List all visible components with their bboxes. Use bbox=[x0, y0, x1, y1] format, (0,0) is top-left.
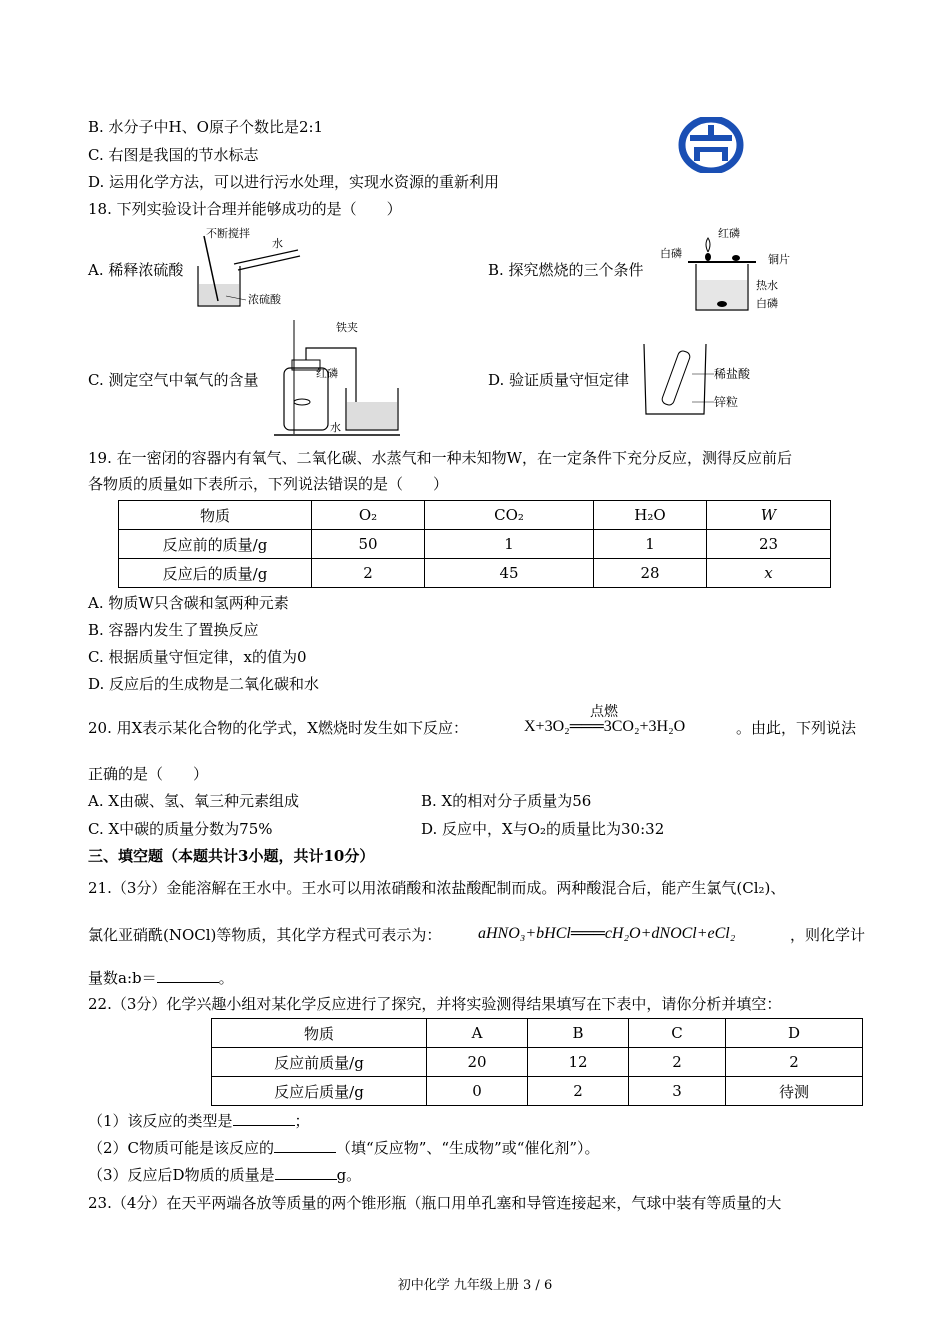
q20-option-b: B. X的相对分子质量为56 bbox=[421, 792, 592, 810]
fig-b-label-red-p: 红磷 bbox=[718, 227, 740, 240]
q22-sub2-end: （填“反应物”、“生成物”或“催化剂”）。 bbox=[336, 1139, 600, 1157]
table-cell: 反应后质量/g bbox=[212, 1077, 427, 1106]
q18-option-d: D. 验证质量守恒定律 bbox=[488, 371, 630, 389]
q22-sub1-end: ； bbox=[294, 1112, 310, 1130]
water-saving-logo bbox=[678, 117, 744, 173]
table-row bbox=[212, 1048, 863, 1077]
table-cell: 23 bbox=[707, 530, 831, 559]
q21-line2b: ，则化学计 bbox=[790, 926, 866, 944]
q22-sub3-end: g。 bbox=[336, 1166, 362, 1184]
table-cell: 12 bbox=[528, 1048, 629, 1077]
q21-line2a: 氯化亚硝酰(NOCl)等物质，其化学方程式可表示为： bbox=[88, 926, 442, 944]
fig-b-label-hot-water: 热水 bbox=[756, 279, 778, 292]
table-header: A bbox=[427, 1019, 528, 1048]
q22-sub1 bbox=[88, 1111, 310, 1131]
q20-condition: 点燃 bbox=[590, 704, 618, 720]
table-header: B bbox=[528, 1019, 629, 1048]
table-cell: 1 bbox=[594, 530, 707, 559]
table-header: C bbox=[629, 1019, 726, 1048]
q22-sub2-text: （2）C物质可能是该反应的 bbox=[88, 1139, 275, 1157]
table-header: D bbox=[726, 1019, 863, 1048]
q20-stem-end: 。由此，下列说法 bbox=[736, 719, 857, 737]
table-cell: 反应前的质量/g bbox=[119, 530, 312, 559]
q19-option-c: C. 根据质量守恒定律，x的值为0 bbox=[88, 648, 307, 666]
table-header: 物质 bbox=[212, 1019, 427, 1048]
q18-option-c: C. 测定空气中氧气的含量 bbox=[88, 371, 259, 389]
q21-line3-end: 。 bbox=[218, 969, 234, 987]
figure-mass-conservation bbox=[640, 340, 780, 420]
fig-a-label-water: 水 bbox=[272, 237, 283, 250]
fig-b-label-white-p: 白磷 bbox=[660, 247, 682, 260]
fig-c-label-clamp: 铁夹 bbox=[336, 321, 358, 334]
q22-table bbox=[211, 1018, 863, 1106]
table-cell: 28 bbox=[594, 559, 707, 588]
q20-stem-line2: 正确的是（ ） bbox=[88, 765, 209, 783]
q18-option-b: B. 探究燃烧的三个条件 bbox=[488, 261, 644, 279]
q19-table bbox=[118, 500, 831, 588]
table-cell: 3 bbox=[629, 1077, 726, 1106]
fig-c-label-red-p: 红磷 bbox=[316, 367, 338, 380]
fig-c-label-water: 水 bbox=[330, 421, 341, 434]
table-cell: 45 bbox=[425, 559, 594, 588]
fig-d-label-hcl: 稀盐酸 bbox=[714, 367, 751, 381]
table-cell: 0 bbox=[427, 1077, 528, 1106]
q21-equation: aHNO₃+bHCl═══cH₂O+dNOCl+eCl₂ bbox=[478, 925, 736, 942]
figure-combustion bbox=[656, 224, 806, 316]
q22-sub1-text: （1）该反应的类型是 bbox=[88, 1112, 233, 1130]
q20-option-a: A. X由碳、氢、氧三种元素组成 bbox=[88, 792, 300, 810]
answer-blank bbox=[157, 968, 219, 983]
section-3-title: 三、填空题（本题共计3小题，共计10分） bbox=[88, 847, 375, 865]
table-row bbox=[212, 1019, 863, 1048]
table-row bbox=[119, 530, 831, 559]
page-footer: 初中化学 九年级上册 3 / 6 bbox=[397, 1278, 553, 1293]
table-cell: 50 bbox=[312, 530, 425, 559]
figure-oxygen-content bbox=[274, 318, 404, 438]
fig-b-label-copper: 铜片 bbox=[768, 253, 790, 266]
table-cell: 2 bbox=[528, 1077, 629, 1106]
q18-option-a: A. 稀释浓硫酸 bbox=[88, 261, 184, 279]
q22-sub2 bbox=[88, 1138, 600, 1158]
answer-blank bbox=[275, 1165, 337, 1180]
figure-dilute-acid bbox=[190, 226, 310, 316]
q17-option-c: C. 右图是我国的节水标志 bbox=[88, 146, 259, 164]
q23-line1: 23.（4分）在天平两端各放等质量的两个锥形瓶（瓶口用单孔塞和导管连接起来，气球中装有等质量的大 bbox=[88, 1194, 782, 1212]
table-header: 物质 bbox=[119, 501, 312, 530]
fig-d-label-zinc: 锌粒 bbox=[714, 395, 739, 409]
fig-a-label-stir: 不断搅拌 bbox=[206, 227, 250, 240]
q20-option-d: D. 反应中，X与O₂的质量比为30:32 bbox=[421, 820, 665, 838]
q20-option-c: C. X中碳的质量分数为75% bbox=[88, 820, 273, 838]
q21-line3-text: 量数a:b＝ bbox=[88, 969, 157, 987]
table-cell: 2 bbox=[726, 1048, 863, 1077]
fig-a-label-acid: 浓硫酸 bbox=[248, 293, 281, 306]
table-cell: x bbox=[707, 559, 831, 588]
table-header: H₂O bbox=[594, 501, 707, 530]
table-cell: 反应后的质量/g bbox=[119, 559, 312, 588]
q17-option-b: B. 水分子中H、O原子个数比是2:1 bbox=[88, 118, 324, 136]
answer-blank bbox=[233, 1111, 295, 1126]
q22-sub3-text: （3）反应后D物质的质量是 bbox=[88, 1166, 275, 1184]
q19-option-a: A. 物质W只含碳和氢两种元素 bbox=[88, 594, 289, 612]
table-row bbox=[119, 559, 831, 588]
q17-option-d: D. 运用化学方法，可以进行污水处理，实现水资源的重新利用 bbox=[88, 173, 500, 191]
q21-line3 bbox=[88, 968, 234, 988]
q22-stem: 22.（3分）化学兴趣小组对某化学反应进行了探究，并将实验测得结果填写在下表中，请你分析并填空： bbox=[88, 995, 782, 1013]
q18-stem: 18. 下列实验设计合理并能够成功的是（ ） bbox=[88, 200, 402, 218]
table-header: CO₂ bbox=[425, 501, 594, 530]
table-cell: 2 bbox=[312, 559, 425, 588]
q21-line1: 21.（3分）金能溶解在王水中。王水可以用浓硝酸和浓盐酸配制而成。两种酸混合后，能产生氯气(Cl₂)、 bbox=[88, 879, 786, 897]
q19-stem-line1: 19. 在一密闭的容器内有氧气、二氧化碳、水蒸气和一种未知物W，在一定条件下充分反应，测得反应前后 bbox=[88, 449, 793, 467]
q19-option-b: B. 容器内发生了置换反应 bbox=[88, 621, 259, 639]
table-header: O₂ bbox=[312, 501, 425, 530]
fig-b-label-white-p2: 白磷 bbox=[756, 297, 778, 310]
table-row bbox=[119, 501, 831, 530]
answer-blank bbox=[274, 1138, 336, 1153]
q19-option-d: D. 反应后的生成物是二氧化碳和水 bbox=[88, 675, 320, 693]
table-cell: 20 bbox=[427, 1048, 528, 1077]
q20-stem: 20. 用X表示某化合物的化学式，X燃烧时发生如下反应： bbox=[88, 719, 468, 737]
q22-sub3 bbox=[88, 1165, 361, 1185]
table-cell: 1 bbox=[425, 530, 594, 559]
table-cell: 2 bbox=[629, 1048, 726, 1077]
q19-stem-line2: 各物质的质量如下表所示，下列说法错误的是（ ） bbox=[88, 475, 449, 493]
table-cell: 反应前质量/g bbox=[212, 1048, 427, 1077]
table-cell: 待测 bbox=[726, 1077, 863, 1106]
q20-equation: X+3O₂═══3CO₂+3H₂O bbox=[524, 718, 686, 735]
table-row bbox=[212, 1077, 863, 1106]
table-header: W bbox=[707, 501, 831, 530]
